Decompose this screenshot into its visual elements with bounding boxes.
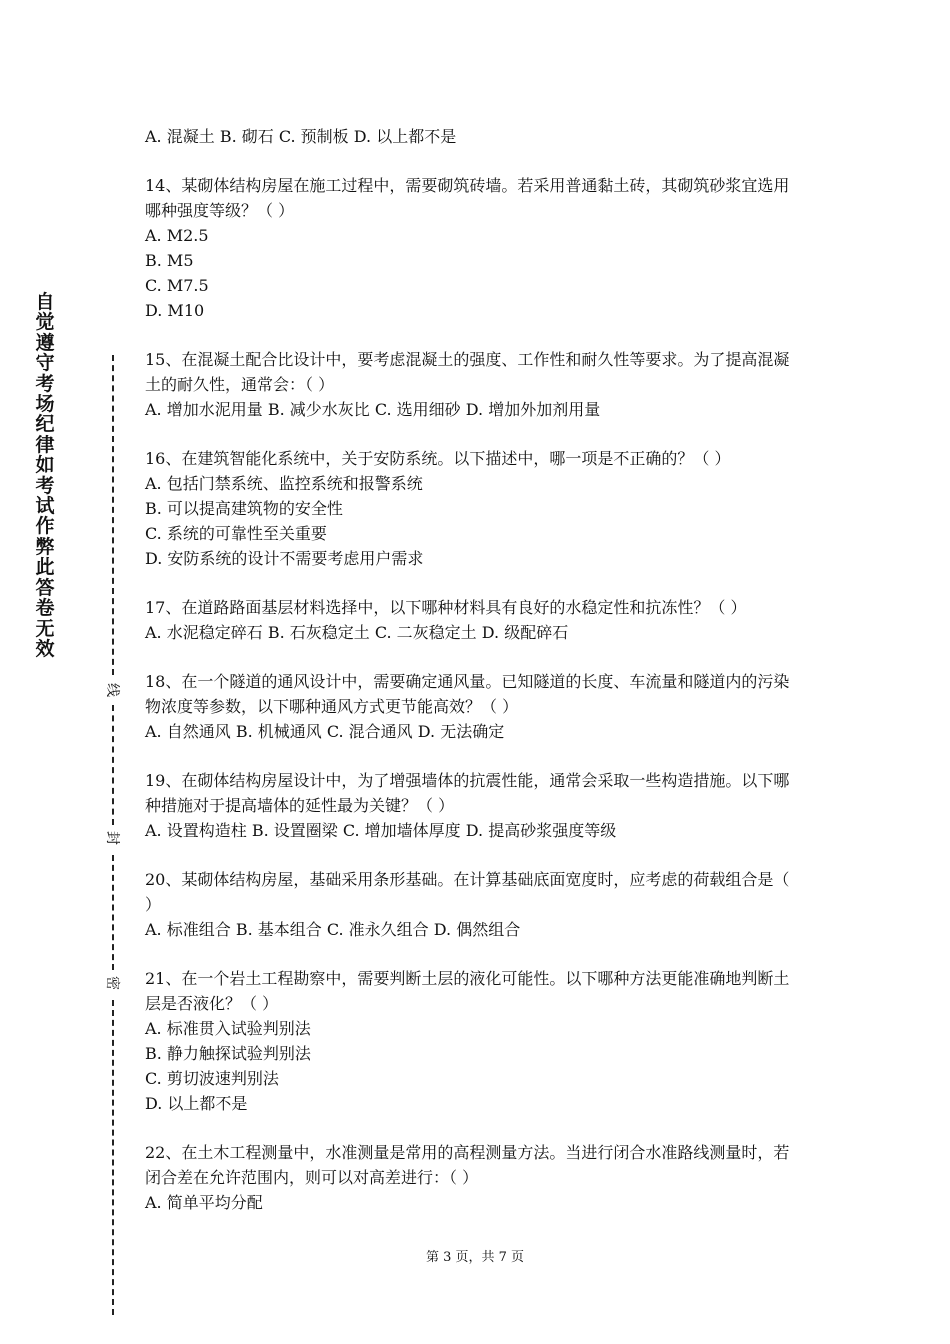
binding-line-dashed xyxy=(112,1000,114,1315)
question xyxy=(145,867,825,942)
question-stem: 物浓度等参数，以下哪种通风方式更节能高效？（ ） xyxy=(145,697,519,716)
question-option: C. 剪切波速判别法 xyxy=(145,1069,279,1088)
question-option: B. 可以提高建筑物的安全性 xyxy=(145,499,343,518)
question xyxy=(145,595,825,645)
question-option: C. 系统的可靠性至关重要 xyxy=(145,524,327,543)
question-stem: 土的耐久性，通常会：（ ） xyxy=(145,375,335,394)
question-option: C. M7.5 xyxy=(145,276,209,295)
question-list xyxy=(145,124,825,1239)
question-option: D. 安防系统的设计不需要考虑用户需求 xyxy=(145,549,424,568)
question-stem: 哪种强度等级？（ ） xyxy=(145,201,295,220)
binding-label-seal: 封 xyxy=(103,829,123,847)
question-stem: 21、在一个岩土工程勘察中，需要判断土层的液化可能性。以下哪种方法更能准确地判断土 xyxy=(145,969,790,988)
question xyxy=(145,768,825,843)
question-stem: 18、在一个隧道的通风设计中，需要确定通风量。已知隧道的长度、车流量和隧道内的污染 xyxy=(145,672,790,691)
question-stem: 19、在砌体结构房屋设计中，为了增强墙体的抗震性能，通常会采取一些构造措施。以下哪 xyxy=(145,771,790,790)
question xyxy=(145,669,825,744)
question-option: A. 标准贯入试验判别法 xyxy=(145,1019,311,1038)
question-option: A. 水泥稳定碎石 B. 石灰稳定土 C. 二灰稳定土 D. 级配碎石 xyxy=(145,623,569,642)
question-option: A. 标准组合 B. 基本组合 C. 准永久组合 D. 偶然组合 xyxy=(145,920,521,939)
question-stem: 15、在混凝土配合比设计中，要考虑混凝土的强度、工作性和耐久性等要求。为了提高混凝 xyxy=(145,350,790,369)
question-stem: 17、在道路路面基层材料选择中，以下哪种材料具有良好的水稳定性和抗冻性？（ ） xyxy=(145,598,747,617)
question xyxy=(145,347,825,422)
question-option: A. 自然通风 B. 机械通风 C. 混合通风 D. 无法确定 xyxy=(145,722,505,741)
question-stem: 种措施对于提高墙体的延性最为关键？（ ） xyxy=(145,796,455,815)
question xyxy=(145,173,825,323)
question xyxy=(145,1140,825,1215)
question-option: A. M2.5 xyxy=(145,226,209,245)
binding-label-line: 线 xyxy=(103,681,123,699)
binding-line-dashed xyxy=(112,855,114,970)
question-stem: 层是否液化？（ ） xyxy=(145,994,279,1013)
question-stem: 闭合差在允许范围内，则可以对高差进行：（ ） xyxy=(145,1168,479,1187)
binding-line-dashed xyxy=(112,705,114,825)
question-option: D. 以上都不是 xyxy=(145,1094,248,1113)
question-option: D. M10 xyxy=(145,301,205,320)
question-option: B. M5 xyxy=(145,251,194,270)
question-stem: 20、某砌体结构房屋，基础采用条形基础。在计算基础底面宽度时，应考虑的荷载组合是（ xyxy=(145,870,790,889)
question-option: A. 混凝土 B. 砌石 C. 预制板 D. 以上都不是 xyxy=(145,127,457,146)
page-footer: 第 3 页，共 7 页 xyxy=(425,1250,525,1265)
question-stem: ） xyxy=(145,895,162,914)
question-option: A. 包括门禁系统、监控系统和报警系统 xyxy=(145,474,423,493)
question-stem: 14、某砌体结构房屋在施工过程中，需要砌筑砖墙。若采用普通黏土砖，其砌筑砂浆宜选用 xyxy=(145,176,790,195)
question xyxy=(145,124,825,149)
question xyxy=(145,446,825,571)
question-option: A. 设置构造柱 B. 设置圈梁 C. 增加墙体厚度 D. 提高砂浆强度等级 xyxy=(145,821,617,840)
question-option: A. 增加水泥用量 B. 减少水灰比 C. 选用细砂 D. 增加外加剂用量 xyxy=(145,400,601,419)
question-stem: 22、在土木工程测量中，水准测量是常用的高程测量方法。当进行闭合水准路线测量时，若 xyxy=(145,1143,790,1162)
question xyxy=(145,966,825,1116)
exam-discipline-notice: 自觉遵守考场纪律如考试作弊此答卷无效 xyxy=(35,291,55,660)
question-option: B. 静力触探试验判别法 xyxy=(145,1044,311,1063)
binding-label-secret: 密 xyxy=(103,974,123,992)
binding-line-dashed xyxy=(112,355,114,675)
question-stem: 16、在建筑智能化系统中，关于安防系统。以下描述中，哪一项是不正确的？（ ） xyxy=(145,449,731,468)
question-option: A. 简单平均分配 xyxy=(145,1193,263,1212)
